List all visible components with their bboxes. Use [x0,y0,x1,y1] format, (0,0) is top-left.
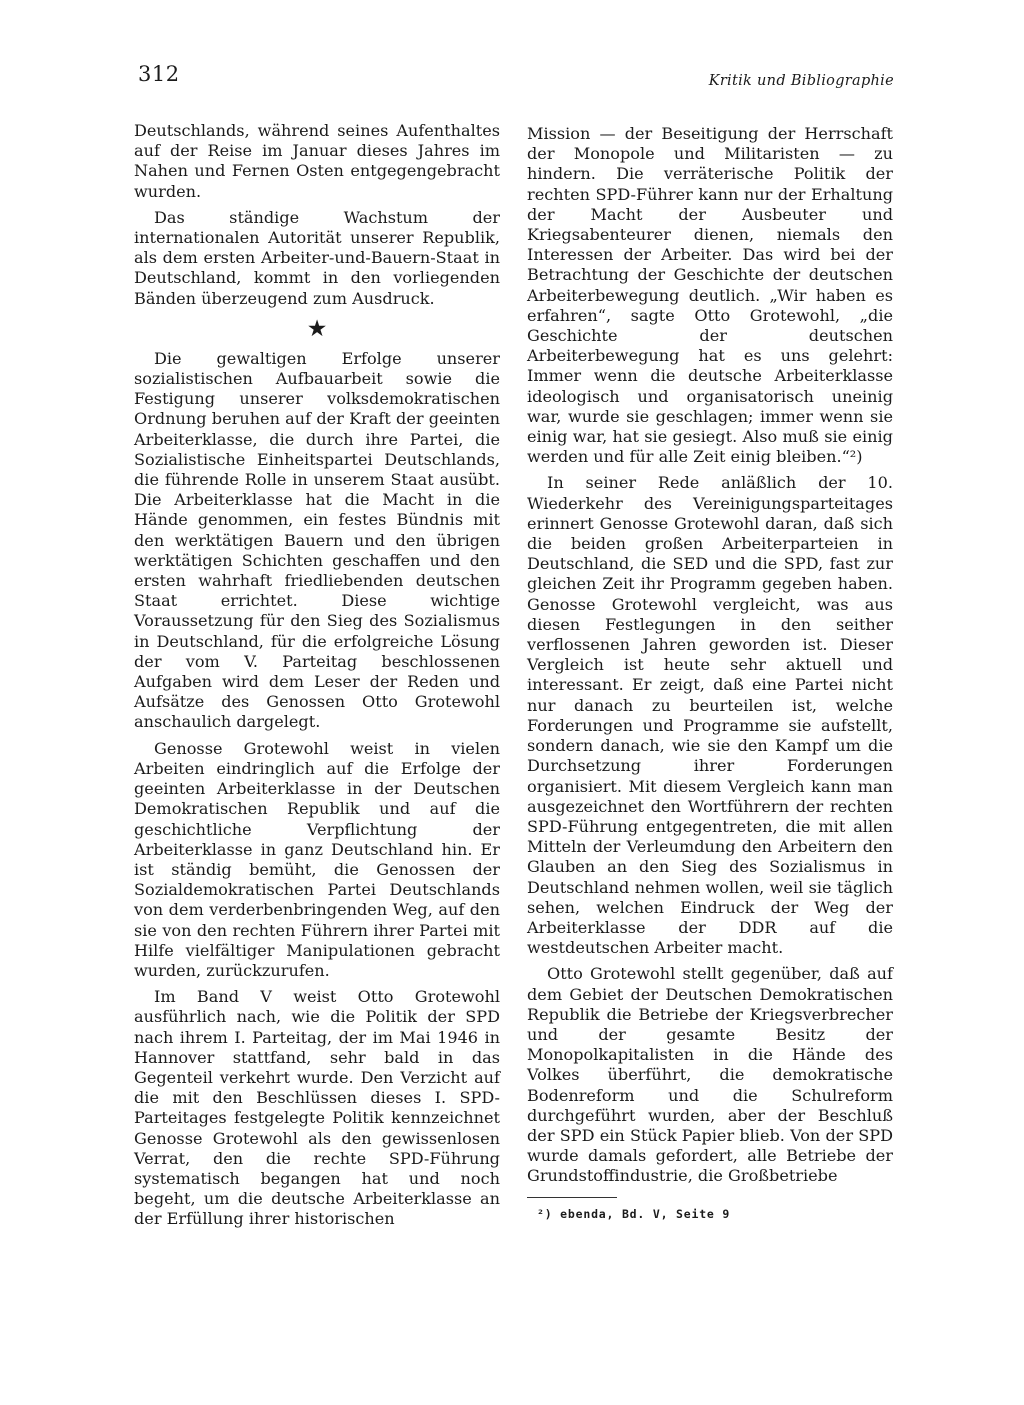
paragraph: Genosse Grotewohl weist in vielen Arbeiten eindringlich auf die Erfolge der geeinten Arbeiterklasse in der Deutschen Demokratischen Republik und auf die geschichtliche Verpflichtung der Arbeiterklasse in ganz Deutschland hin. Er ist ständig bemüht, die Genossen der Sozialdemokratischen Partei Deutschlands von dem verderbenbringenden Weg, auf den sie von den rechten Führern ihrer Partei mit Hilfe vielfältiger Manipulationen gebracht wurden, zurückzurufen. [134,738,500,980]
paragraph: Mission — der Beseitigung der Herrschaft der Monopole und Militaristen — zu hindern. Die verräterische Politik der rechten SPD-Führer kann nur der Erhaltung der Macht der Ausbeuter und Kriegsabenteurer dienen, niemals den Interessen der Arbeiter. Das wird bei der Betrachtung der Geschichte der deutschen Arbeiterbewegung deutlich. „Wir haben es erfahren“, sagte Otto Grotewohl, „die Geschichte der deutschen Arbeiterbewegung hat es uns gelehrt: Immer wenn die deutsche Arbeiterklasse ideologisch und organisatorisch uneinig war, wurde sie geschlagen; immer wenn sie einig war, hat sie gesiegt. Also muß sie einig werden und für alle Zeit einig bleiben.“²) [527,124,893,467]
section-separator-star: ★ [306,315,328,342]
footnote: ²) ebenda, Bd. V, Seite 9 [537,1206,731,1221]
paragraph: Das ständige Wachstum der internationalen Autorität unserer Republik, als dem ersten Arbeiter-und-Bauern-Staat in Deutschland, kommt in den vorliegenden Bänden überzeugend zum Ausdruck. [134,207,500,308]
running-head: Kritik und Bibliographie [708,73,894,89]
paragraph: Die gewaltigen Erfolge unserer sozialistischen Aufbauarbeit sowie die Festigung unserer volksdemokratischen Ordnung beruhen auf der Kraft der geeinten Arbeiterklasse, die durch ihre Partei, die Sozialistische Einheitspartei Deutschlands, die führende Rolle in unserem Staat ausübt. Die Arbeiterklasse hat die Macht in die Hände genommen, ein festes Bündnis mit den werktätigen Bauern und den übrigen werktätigen Schichten geschaffen und den ersten wahrhaft friedliebenden deutschen Staat errichtet. Diese wichtige Voraussetzung für den Sieg des Sozialismus in Deutschland, für die erfolgreiche Lösung der vom V. Parteitag beschlossenen Aufgaben wird dem Leser der Reden und Aufsätze des Genossen Otto Grotewohl anschaulich dargelegt. [134,348,500,732]
paragraph: Deutschlands, während seines Aufenthaltes auf der Reise im Januar dieses Jahres im Nahen und Fernen Osten entgegengebracht wurden. [134,121,500,201]
page-number: 312 [138,62,180,86]
paragraph: Im Band V weist Otto Grotewohl ausführlich nach, wie die Politik der SPD nach ihrem I. Parteitag, der im Mai 1946 in Hannover stattfand, sehr bald in das Gegenteil verkehrt wurde. Den Verzicht auf die mit den Beschlüssen dieses I. SPD-Parteitages festgelegte Politik kennzeichnet Genosse Grotewohl als den gewissenlosen Verrat, den die rechte SPD-Führung systematisch begangen hat und noch begeht, um die deutsche Arbeiterklasse an der Erfüllung ihrer historischen [134,987,500,1229]
footnote-divider [527,1197,617,1198]
paragraph: In seiner Rede anläßlich der 10. Wiederkehr des Vereinigungsparteitages erinnert Genosse Grotewohl daran, daß sich die beiden großen Arbeiterparteien in Deutschland, die SED und die SPD, fast zur gleichen Zeit ihr Programm gegeben haben. Genosse Grotewohl vergleicht, was aus diesen Festlegungen in den seither verflossenen Jahren geworden ist. Dieser Vergleich ist heute sehr aktuell und interessant. Er zeigt, daß eine Partei nicht nur danach zu beurteilen ist, welche Forderungen und Programme sie aufstellt, sondern danach, wie sie den Kampf um die Durchsetzung ihrer Forderungen organisiert. Mit diesem Vergleich kann man ausgezeichnet den Wortführern der rechten SPD-Führung entgegentreten, die mit allen Mitteln der Verleumdung den Arbeitern den Glauben an den Sieg des Sozialismus in Deutschland nehmen wollen, weil sie täglich sehen, welchen Eindruck der Weg der Arbeiterklasse der DDR auf die westdeutschen Arbeiter macht. [527,473,893,958]
paragraph: Otto Grotewohl stellt gegenüber, daß auf dem Gebiet der Deutschen Demokratischen Republik die Betriebe der Kriegsverbrecher und der gesamte Besitz der Monopolkapitalisten in die Hände des Volkes überführt, die demokratische Bodenreform und die Schulreform durchgeführt wurden, aber der Beschluß der SPD ein Stück Papier blieb. Von der SPD wurde damals gefordert, alle Betriebe der Grundstoffindustrie, die Großbetriebe [527,964,893,1186]
right-column [527,124,893,1224]
left-column [134,121,500,1236]
